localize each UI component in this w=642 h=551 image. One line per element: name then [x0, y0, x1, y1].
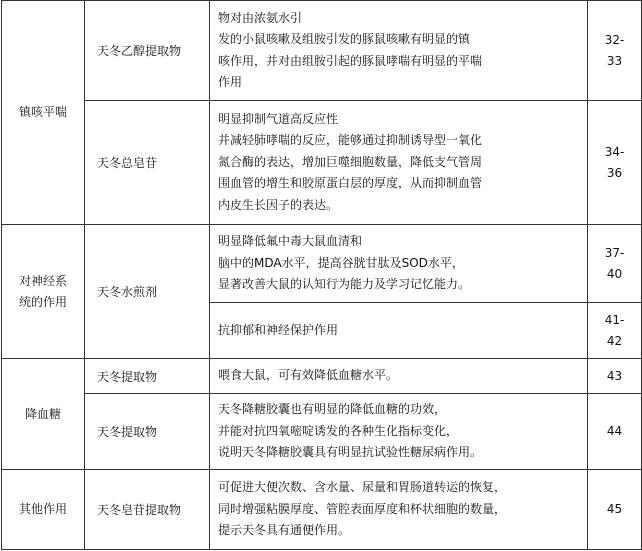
category-cell [2, 359, 85, 470]
table-row [2, 1, 642, 101]
effect-line: 同时增强粘膜厚度、管腔表面厚度和杯状细胞的数量， [218, 501, 507, 516]
reference-line: 45 [606, 502, 623, 516]
effect-cell [210, 394, 588, 470]
reference-line: 34- [604, 144, 625, 159]
effect-line: 脑中的MDA水平，提高谷胱甘肽及SOD水平， [218, 255, 464, 270]
effect-line: 咳作用，并对由组胺引起的豚鼠哮喘有明显的平喘 [218, 53, 483, 68]
effect-cell [210, 225, 588, 303]
effect-line: 抗抑郁和神经保护作用 [218, 322, 339, 337]
reference-cell [588, 359, 642, 394]
table-row [2, 394, 642, 470]
extract-cell [85, 470, 210, 550]
effect-line: 提示天冬具有通便作用。 [218, 523, 351, 538]
effect-line: 内皮生长因子的表达。 [218, 197, 339, 212]
extract-cell [85, 101, 210, 225]
effect-cell [210, 470, 588, 550]
effect-line: 氮合酶的表达，增加巨噬细胞数量，降低支气管周 [218, 154, 483, 169]
reference-cell [588, 1, 642, 101]
reference-line: 33 [606, 53, 623, 68]
extract-cell [85, 359, 210, 394]
reference-line: 36 [606, 165, 623, 180]
extract-label: 天冬水煎剂 [97, 285, 158, 299]
effect-cell [210, 303, 588, 359]
extract-cell [85, 1, 210, 101]
category-cell [2, 1, 85, 225]
category-label: 其他作用 [18, 502, 67, 516]
reference-line: 37- [604, 245, 625, 260]
extract-label: 天冬乙醇提取物 [97, 44, 182, 58]
table-row [2, 359, 642, 394]
effect-cell [210, 101, 588, 225]
category-label: 对神经系 [18, 273, 67, 288]
effect-cell [210, 359, 588, 394]
extract-label: 天冬提取物 [97, 369, 158, 384]
extract-label: 天冬提取物 [97, 425, 158, 439]
category-cell [2, 225, 85, 359]
effect-line: 可促进大便次数、含水量、尿量和胃肠道转运的恢复， [218, 480, 507, 495]
extract-label: 天冬总皂苷 [97, 156, 158, 170]
table-row [2, 101, 642, 225]
table-row [2, 225, 642, 303]
category-label: 镇咳平喘 [18, 105, 67, 119]
effect-cell [210, 1, 588, 101]
extract-label: 天冬皂苷提取物 [97, 503, 182, 517]
category-label: 统的作用 [18, 294, 67, 309]
effect-line: 显著改善大鼠的认知行为能力及学习记忆能力。 [218, 277, 471, 292]
reference-cell [588, 101, 642, 225]
reference-line: 42 [606, 333, 623, 348]
reference-cell [588, 394, 642, 470]
effect-line: 并能对抗四氧嘧啶诱发的各种生化指标变化， [218, 423, 459, 438]
effect-line: 并减轻肺哮喘的反应，能够通过抑制诱导型一氧化 [218, 133, 483, 148]
reference-cell [588, 303, 642, 359]
reference-cell [588, 470, 642, 550]
extract-cell [85, 394, 210, 470]
category-label: 降血糖 [24, 406, 61, 421]
table-row [2, 470, 642, 550]
reference-line: 44 [606, 424, 623, 438]
reference-line: 40 [606, 266, 623, 281]
pharmacology-table [1, 0, 642, 550]
effect-line: 作用 [218, 75, 243, 89]
effect-line: 说明天冬降糖胶囊具有明显抗试验性糖尿病作用。 [218, 445, 483, 460]
effect-line: 物对由浓氨水引 [218, 10, 303, 25]
effect-line: 喂食大鼠，可有效降低血糖水平。 [218, 368, 399, 383]
effect-line: 发的小鼠咳嗽及组胺引发的豚鼠咳嗽有明显的镇 [218, 32, 471, 46]
reference-cell [588, 225, 642, 303]
reference-line: 32- [604, 32, 625, 47]
effect-line: 围血管的增生和胶原蛋白层的厚度，从而抑制血管 [218, 176, 483, 191]
effect-line: 天冬降糖胶囊也有明显的降低血糖的功效， [218, 402, 447, 417]
reference-line: 43 [606, 368, 623, 383]
reference-line: 41- [604, 312, 625, 327]
effect-line: 明显抑制气道高反应性 [218, 111, 339, 126]
extract-cell [85, 225, 210, 359]
effect-line: 明显降低氟中毒大鼠血清和 [218, 234, 363, 249]
category-cell [2, 470, 85, 550]
